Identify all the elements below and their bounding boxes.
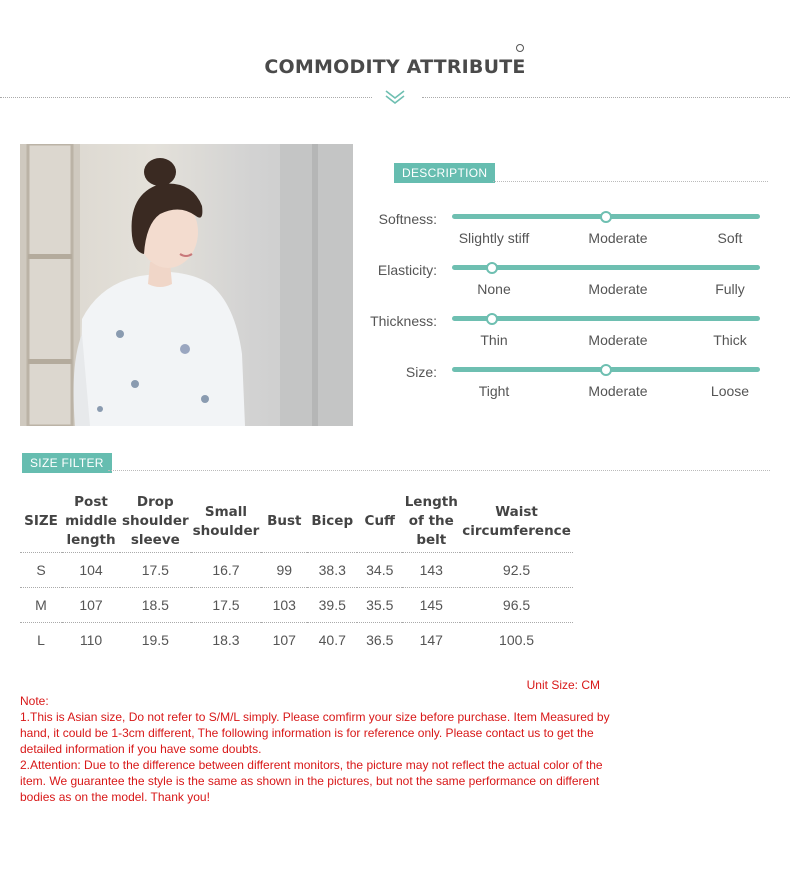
measurement-cell: 145	[402, 587, 460, 622]
size-row	[20, 587, 573, 622]
measurement-cell: 34.5	[357, 552, 402, 587]
measurement-cell: 39.5	[307, 587, 357, 622]
measurement-cell: 100.5	[460, 622, 573, 657]
measurement-cell: 103	[261, 587, 307, 622]
measurement-cell: 17.5	[120, 552, 191, 587]
attribute-option: Moderate	[588, 281, 648, 297]
measurement-cell: 18.3	[191, 622, 262, 657]
attribute-option: Tight	[478, 383, 510, 399]
attribute-option: Thin	[480, 332, 508, 348]
measurement-cell: 17.5	[191, 587, 262, 622]
note-line-2: 2.Attention: Due to the difference between different monitors, the picture may not reflect the actual color of the item. We guarantee the style is the same as shown in the pictures, but not the same performance on different bodies as on the model. Thank you!	[20, 758, 603, 804]
description-divider	[493, 181, 768, 182]
measurement-cell: 36.5	[357, 622, 402, 657]
header-size: SIZE	[24, 513, 58, 530]
header-drop-shoulder-sleeve: Drop shoulder sleeve	[122, 494, 189, 549]
header-cuff: Cuff	[364, 513, 395, 530]
attribute-label: Softness:	[378, 211, 437, 227]
header-divider-right	[422, 97, 790, 98]
attribute-slider-knob	[600, 364, 612, 376]
measurement-cell: 107	[261, 622, 307, 657]
measurement-cell: 18.5	[120, 587, 191, 622]
size-row	[20, 552, 573, 587]
unit-label: Unit Size: CM	[526, 678, 600, 692]
attribute-slider-knob	[486, 313, 498, 325]
description-tag: DESCRIPTION	[394, 163, 495, 183]
header-bust: Bust	[267, 513, 302, 530]
attribute-option: Moderate	[588, 383, 648, 399]
attribute-slider-track	[452, 214, 760, 219]
attribute-option: Slightly stiff	[458, 230, 530, 246]
attribute-option: Moderate	[588, 332, 648, 348]
size-cell: S	[20, 552, 62, 587]
note-title: Note:	[20, 694, 49, 708]
measurement-cell: 92.5	[460, 552, 573, 587]
measurement-cell: 96.5	[460, 587, 573, 622]
size-table-header-row	[20, 492, 573, 552]
measurement-cell: 19.5	[120, 622, 191, 657]
measurement-cell: 107	[62, 587, 120, 622]
notes	[20, 693, 610, 805]
product-photo	[20, 144, 353, 426]
attribute-slider-track	[452, 316, 760, 321]
measurement-cell: 40.7	[307, 622, 357, 657]
measurement-cell: 147	[402, 622, 460, 657]
measurement-cell: 16.7	[191, 552, 262, 587]
header-length-of-belt: Length of the belt	[404, 494, 458, 549]
measurement-cell: 104	[62, 552, 120, 587]
attribute-slider-knob	[486, 262, 498, 274]
attribute-slider-knob	[600, 211, 612, 223]
size-filter-tag: SIZE FILTER	[22, 453, 112, 473]
attribute-option: Moderate	[588, 230, 648, 246]
attribute-option: Soft	[717, 230, 743, 246]
measurement-cell: 99	[261, 552, 307, 587]
size-cell: M	[20, 587, 62, 622]
note-line-1: 1.This is Asian size, Do not refer to S/M/L simply. Please comfirm your size before purchase. Item Measured by hand, it could be 1-3cm different, The following information is for reference only. Please contact us to get the detailed information if you have some doubts.	[20, 710, 610, 756]
size-row	[20, 622, 573, 657]
attribute-label: Thickness:	[370, 313, 437, 329]
page-title: COMMODITY ATTRIBUTE	[264, 56, 526, 78]
measurement-cell: 35.5	[357, 587, 402, 622]
measurement-cell: 38.3	[307, 552, 357, 587]
header-divider-left	[0, 97, 372, 98]
measurement-cell: 143	[402, 552, 460, 587]
size-cell: L	[20, 622, 62, 657]
header-bicep: Bicep	[311, 513, 354, 530]
header-small-shoulder: Small shoulder	[192, 503, 260, 539]
measurement-cell: 110	[62, 622, 120, 657]
attribute-option: None	[477, 281, 511, 297]
attribute-option: Loose	[710, 383, 750, 399]
attribute-option: Thick	[713, 332, 747, 348]
degree-ornament	[516, 44, 524, 52]
double-chevron-down-icon	[383, 88, 407, 104]
attribute-slider-track	[452, 367, 760, 372]
attribute-label: Size:	[405, 364, 437, 380]
size-filter-divider	[108, 470, 770, 471]
attribute-slider-track	[452, 265, 760, 270]
header-post-middle-length: Post middle length	[65, 494, 117, 549]
attribute-label: Elasticity:	[377, 262, 437, 278]
header-waist-circumference: Waist circumference	[462, 503, 571, 539]
size-table	[20, 492, 573, 657]
attribute-option: Fully	[715, 281, 745, 297]
